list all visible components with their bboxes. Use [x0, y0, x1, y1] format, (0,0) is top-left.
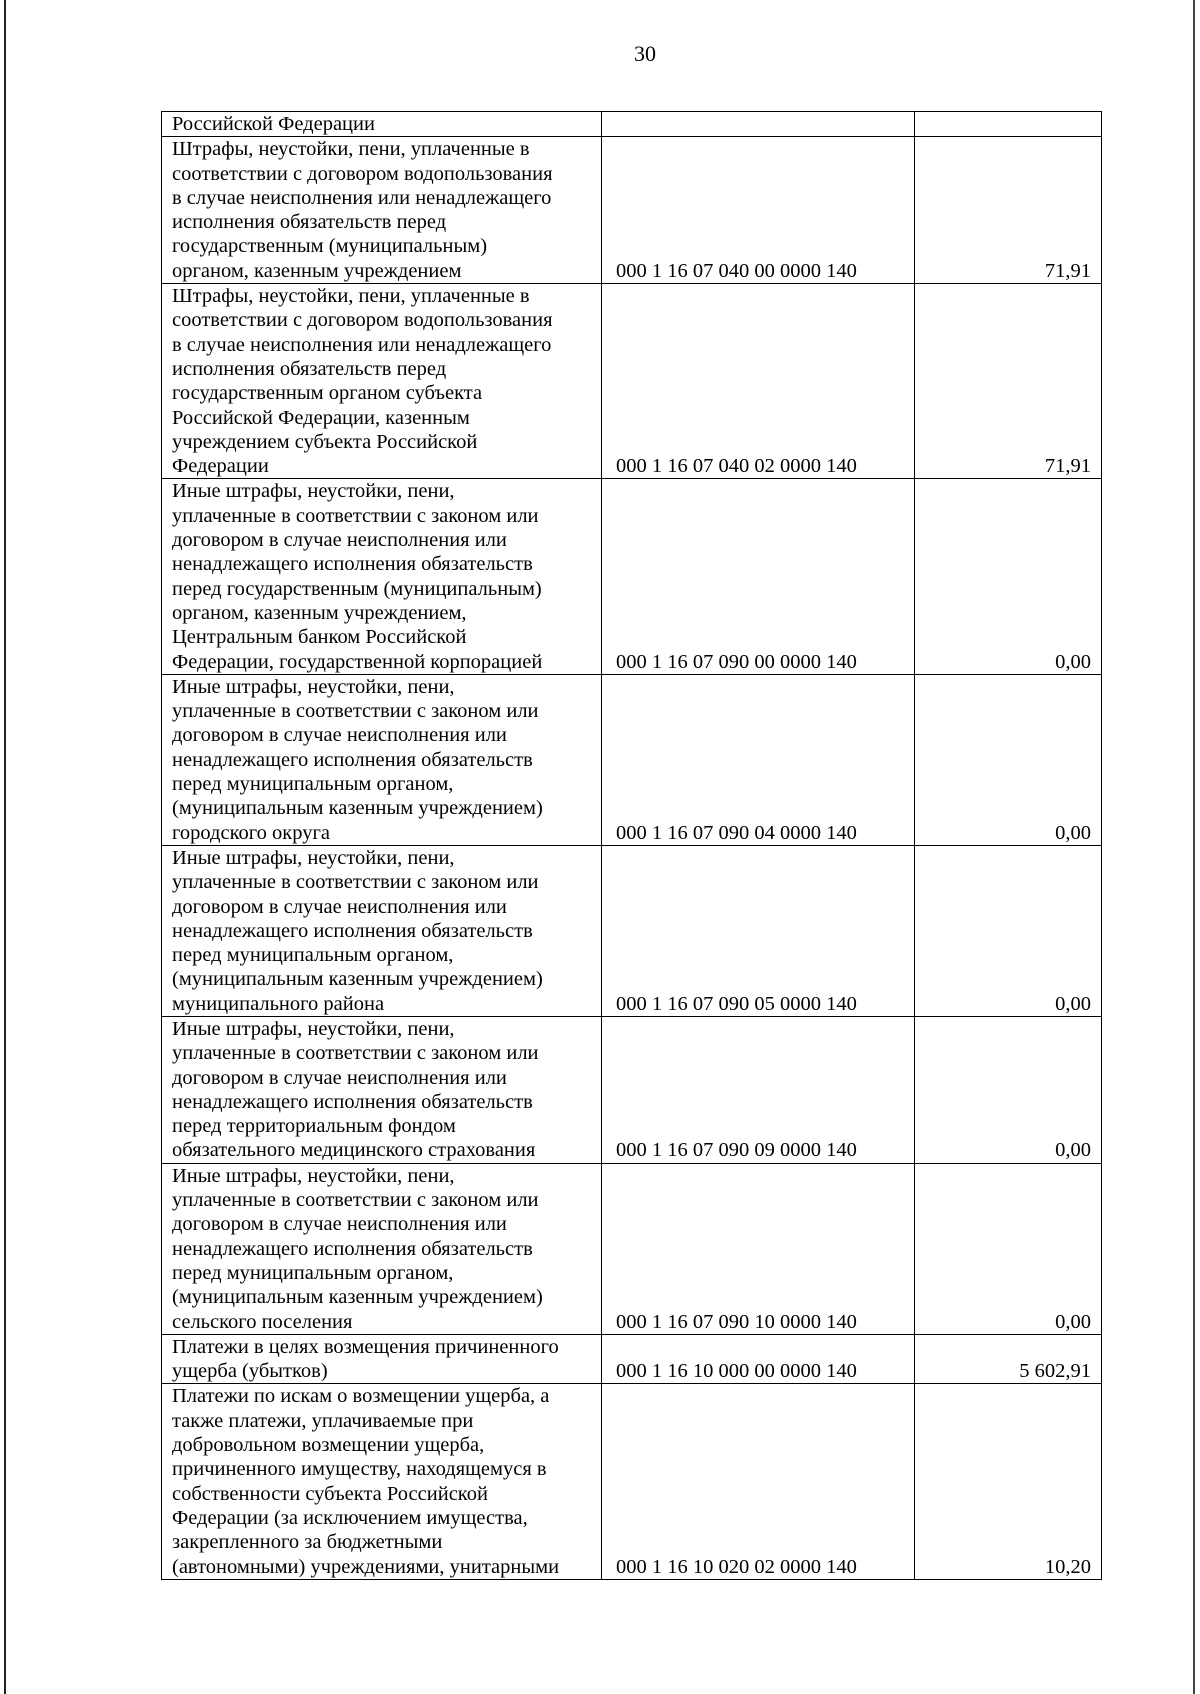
- revenue-name-cell: Иные штрафы, неустойки, пени, уплаченные в соответствии с законом или договором в случае неисполнения или ненадлежащего исполнения обязательств перед муниципальным органом, (муниципальным казенным учреждением) городского округа: [162, 674, 602, 845]
- table-row: [162, 479, 1102, 674]
- budget-code-cell: 000 1 16 07 090 00 0000 140: [602, 479, 915, 674]
- budget-code-cell: 000 1 16 10 020 02 0000 140: [602, 1384, 915, 1579]
- amount-cell: 5 602,91: [915, 1334, 1102, 1384]
- table-row: [162, 1334, 1102, 1384]
- revenue-name-cell: Иные штрафы, неустойки, пени, уплаченные в соответствии с законом или договором в случае неисполнения или ненадлежащего исполнения обязательств перед муниципальным органом, (муниципальным казенным учреждением) муниципального района: [162, 845, 602, 1016]
- revenue-name-cell: Иные штрафы, неустойки, пени, уплаченные в соответствии с законом или договором в случае неисполнения или ненадлежащего исполнения обязательств перед государственным (муниципальным) органом, казенным учреждением, Центральным банком Российской Федерации, государственной корпорацией: [162, 479, 602, 674]
- amount-cell: 71,91: [915, 137, 1102, 284]
- budget-code-cell: 000 1 16 07 090 04 0000 140: [602, 674, 915, 845]
- budget-code-cell: [602, 112, 915, 137]
- budget-code-cell: 000 1 16 10 000 00 0000 140: [602, 1334, 915, 1384]
- budget-code-cell: 000 1 16 07 040 02 0000 140: [602, 284, 915, 479]
- budget-code-cell: 000 1 16 07 040 00 0000 140: [602, 137, 915, 284]
- amount-cell: 0,00: [915, 1163, 1102, 1334]
- revenue-name-cell: Штрафы, неустойки, пени, уплаченные в соответствии с договором водопользования в случае неисполнения или ненадлежащего исполнения обязательств перед государственным органом субъекта Российской Федерации, казенным учреждением субъекта Российской Федерации: [162, 284, 602, 479]
- table-row: [162, 1163, 1102, 1334]
- revenue-name-cell: Иные штрафы, неустойки, пени, уплаченные в соответствии с законом или договором в случае неисполнения или ненадлежащего исполнения обязательств перед территориальным фондом обязательного медицинского страхования: [162, 1016, 602, 1163]
- budget-code-cell: 000 1 16 07 090 10 0000 140: [602, 1163, 915, 1334]
- budget-code-cell: 000 1 16 07 090 09 0000 140: [602, 1016, 915, 1163]
- amount-cell: 0,00: [915, 479, 1102, 674]
- scan-edge-right: [1193, 0, 1195, 1694]
- table-row: [162, 674, 1102, 845]
- page-number: 30: [634, 41, 656, 66]
- revenue-name-cell: Иные штрафы, неустойки, пени, уплаченные в соответствии с законом или договором в случае неисполнения или ненадлежащего исполнения обязательств перед муниципальным органом, (муниципальным казенным учреждением) сельского поселения: [162, 1163, 602, 1334]
- budget-code-cell: 000 1 16 07 090 05 0000 140: [602, 845, 915, 1016]
- revenue-name-cell: Российской Федерации: [162, 112, 602, 137]
- table-row: [162, 1016, 1102, 1163]
- table-row: [162, 1384, 1102, 1579]
- budget-revenue-table: [161, 111, 1102, 1580]
- amount-cell: 0,00: [915, 845, 1102, 1016]
- amount-cell: 0,00: [915, 1016, 1102, 1163]
- table-row: [162, 284, 1102, 479]
- revenue-name-cell: Платежи в целях возмещения причиненного ущерба (убытков): [162, 1334, 602, 1384]
- amount-cell: 0,00: [915, 674, 1102, 845]
- scan-edge-left: [4, 0, 6, 1694]
- table-row: [162, 137, 1102, 284]
- table-row: [162, 845, 1102, 1016]
- revenue-name-cell: Штрафы, неустойки, пени, уплаченные в соответствии с договором водопользования в случае неисполнения или ненадлежащего исполнения обязательств перед государственным (муниципальным) органом, казенным учреждением: [162, 137, 602, 284]
- amount-cell: 71,91: [915, 284, 1102, 479]
- amount-cell: 10,20: [915, 1384, 1102, 1579]
- table-row: [162, 112, 1102, 137]
- amount-cell: [915, 112, 1102, 137]
- revenue-name-cell: Платежи по искам о возмещении ущерба, а также платежи, уплачиваемые при добровольном возмещении ущерба, причиненного имуществу, находящемуся в собственности субъекта Российской Федерации (за исключением имущества, закрепленного за бюджетными (автономными) учреждениями, унитарными: [162, 1384, 602, 1579]
